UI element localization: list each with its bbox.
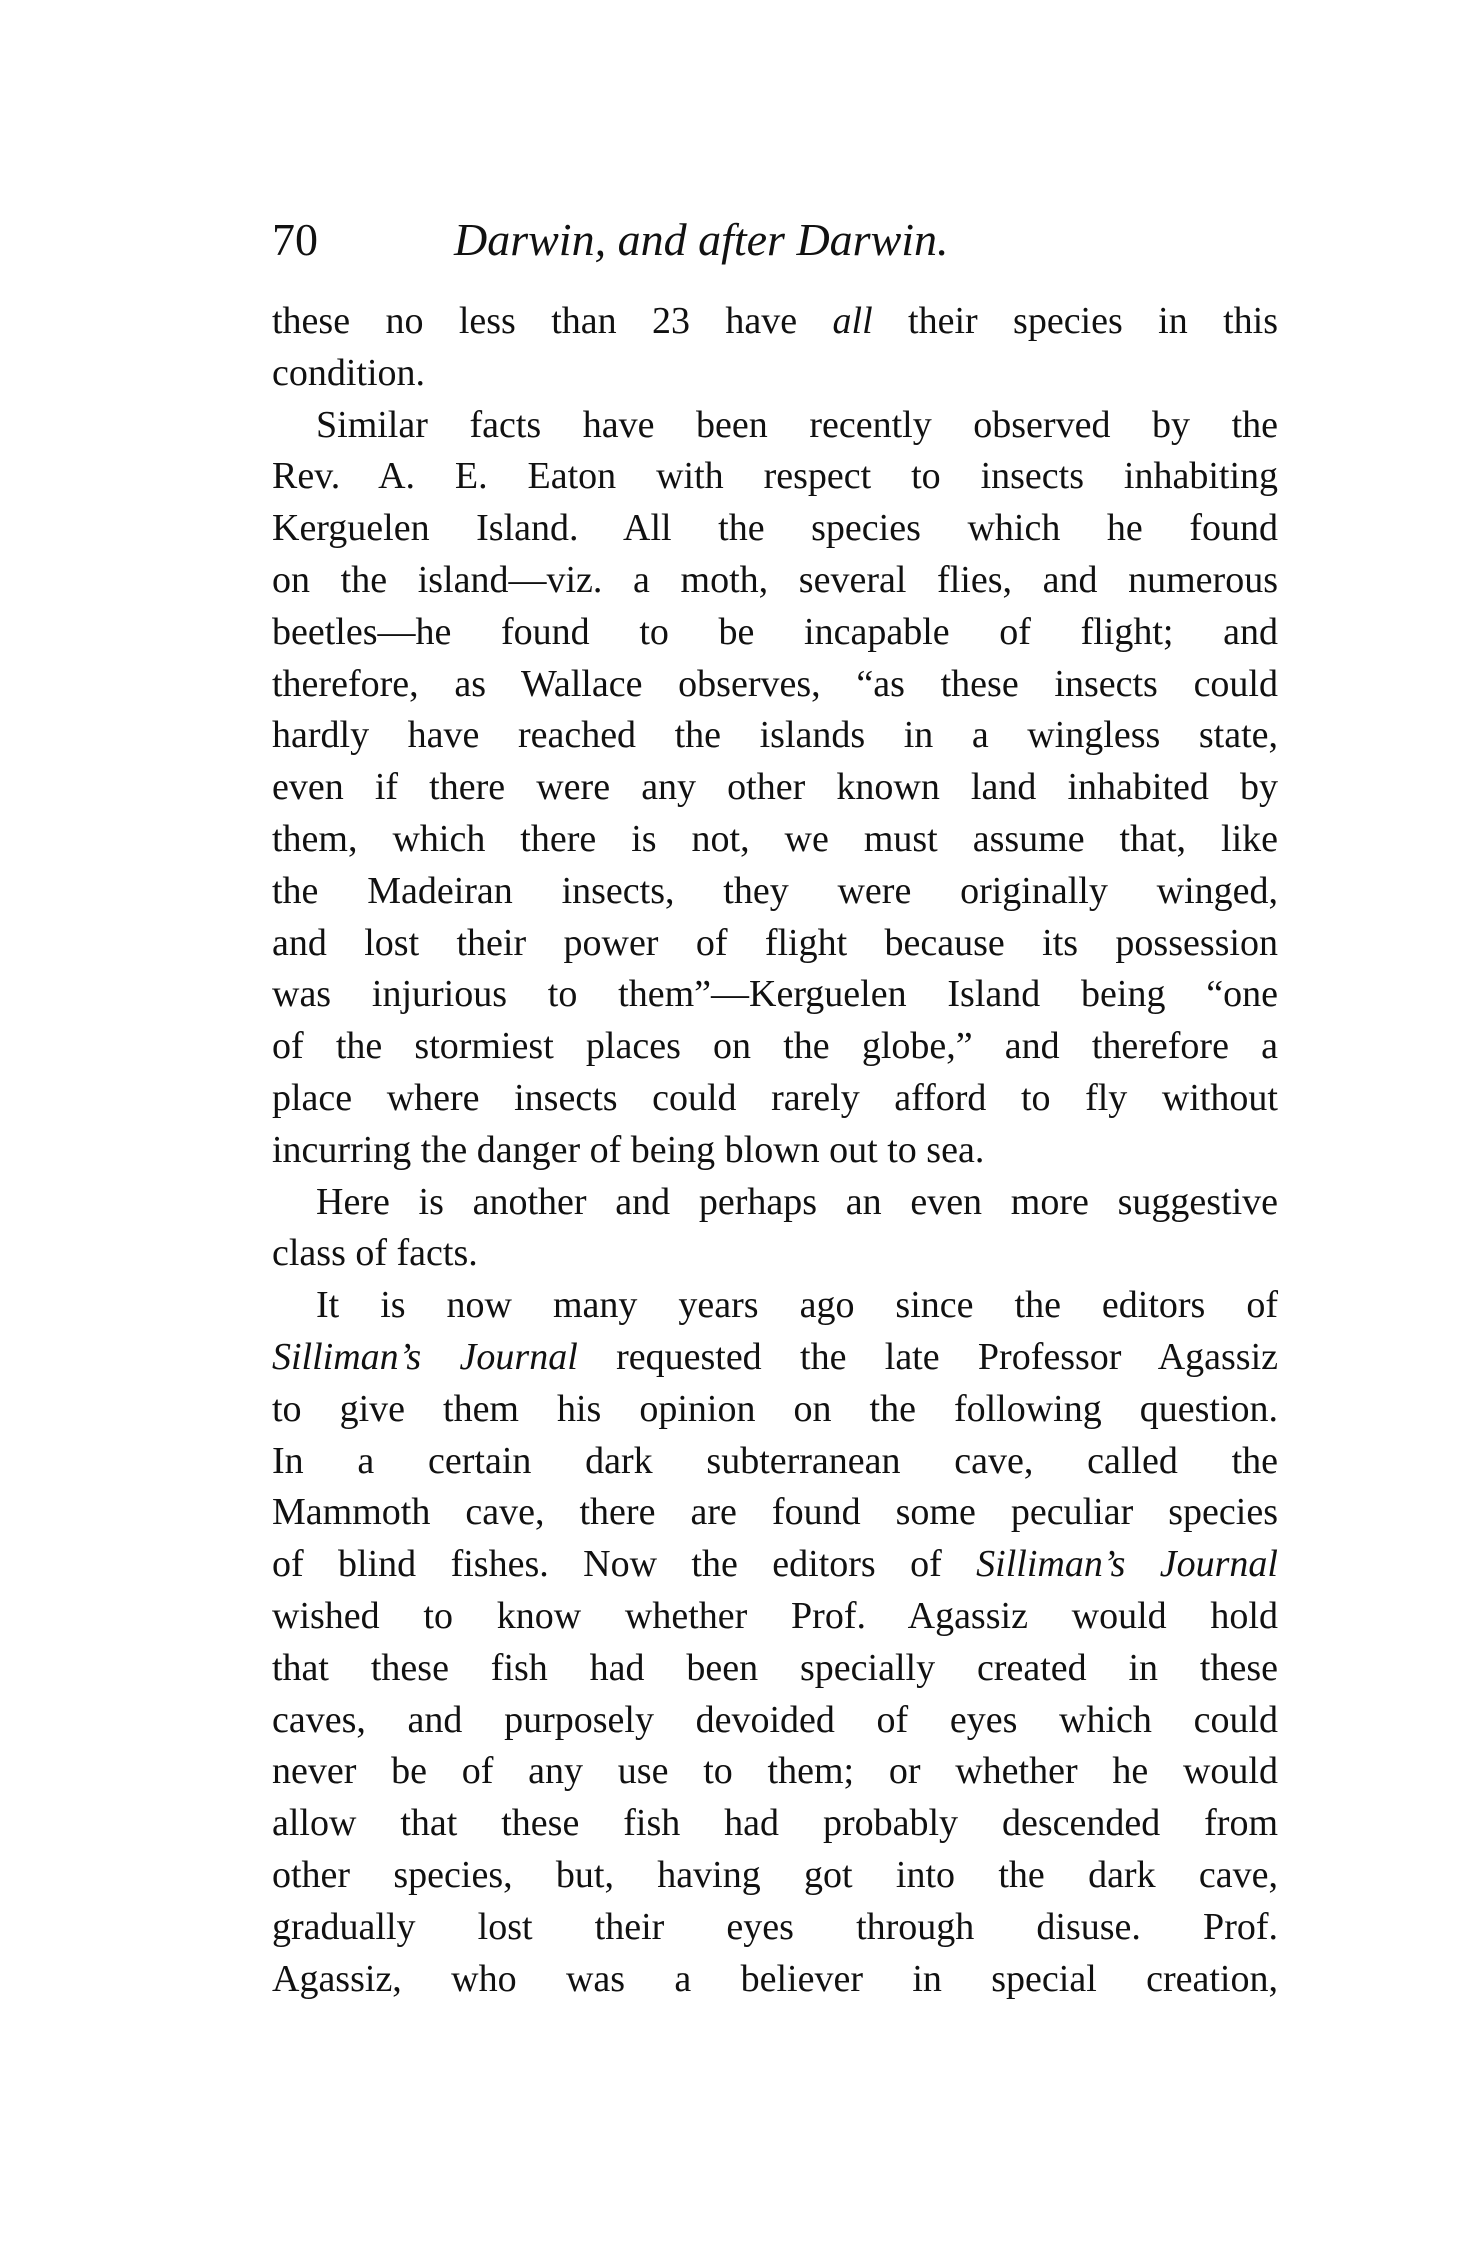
line-text: Mammoth cave, there are found some peculiar species [272,1491,1278,1534]
line-text: these no less than 23 have [272,300,833,342]
line-text: their species in this [872,300,1278,342]
running-head [272,205,1272,275]
text-line [272,1695,1278,1747]
line-text: Similar facts have been recently observed by the [316,403,1278,446]
text-line [272,866,1278,918]
text-line [272,1332,1278,1384]
text-line [272,1643,1278,1695]
text-line [272,969,1278,1021]
line-text: other species, but, having got into the dark cave, [272,1853,1278,1896]
line-text: requested the late Professor Agassiz [577,1335,1279,1378]
line-text: was injurious to them”—Kerguelen Island being “one [272,973,1278,1016]
text-line [272,1746,1278,1798]
line-text: caves, and purposely devoided of eyes which could [272,1698,1278,1741]
text-line [272,710,1278,762]
text-line [272,762,1278,814]
text-line [272,400,1278,452]
page-number: 70 [272,214,318,265]
text-line [272,1954,1278,2006]
text-line [272,1177,1278,1229]
text-line [272,348,1278,400]
text-line [272,1539,1278,1591]
line-text: therefore, as Wallace observes, “as these insects could [272,662,1278,705]
text-line [272,555,1278,607]
line-text: even if there were any other known land inhabited by [272,766,1278,809]
text-line [272,503,1278,555]
text-line [272,1280,1278,1332]
line-text: on the island—viz. a moth, several flies, and numerous [272,558,1278,601]
line-text: and lost their power of flight because its possession [272,921,1278,964]
text-line [272,1021,1278,1073]
italic-text: Silliman’s Journal [976,1543,1278,1586]
text-line [272,1591,1278,1643]
italic-text: Silliman’s Journal [272,1335,578,1378]
line-text: class of facts. [272,1232,478,1275]
text-line [272,607,1278,659]
line-text: Agassiz, who was a believer in special creation, [272,1957,1278,2000]
text-line [272,1436,1278,1488]
line-text: gradually lost their eyes through disuse. Prof. [272,1905,1278,1948]
line-text: allow that these fish had probably descended from [272,1802,1278,1845]
line-text: hardly have reached the islands in a wingless state, [272,714,1278,757]
text-line [272,1384,1278,1436]
line-text: place where insects could rarely afford to fly without [272,1076,1278,1119]
text-line [272,1850,1278,1902]
text-line [272,1487,1278,1539]
text-line [272,296,1278,348]
italic-text: all [832,300,873,342]
text-line [272,1125,1278,1177]
line-text: wished to know whether Prof. Agassiz would hold [272,1594,1278,1637]
line-text: incurring the danger of being blown out to sea. [272,1128,985,1171]
line-text: to give them his opinion on the following question. [272,1387,1278,1430]
text-line [272,918,1278,970]
line-text: of blind fishes. Now the editors of [272,1543,977,1586]
line-text: the Madeiran insects, they were originally winged, [272,869,1278,912]
line-text: It is now many years ago since the editors of [316,1284,1278,1327]
text-line [272,1228,1278,1280]
text-line [272,451,1278,503]
line-text: condition. [272,351,426,394]
text-line [272,1902,1278,1954]
line-text: Kerguelen Island. All the species which he found [272,507,1278,550]
text-line [272,814,1278,866]
line-text: them, which there is not, we must assume that, like [272,817,1278,860]
line-text: Rev. A. E. Eaton with respect to insects inhabiting [272,455,1278,498]
line-text: Here is another and perhaps an even more suggestive [316,1180,1278,1223]
body-text [272,296,1278,2005]
text-line [272,1073,1278,1125]
line-text: that these fish had been specially created in these [272,1646,1278,1689]
line-text: beetles—he found to be incapable of flight; and [272,610,1278,653]
text-line [272,1798,1278,1850]
running-title: Darwin, and after Darwin. [454,214,949,265]
line-text: of the stormiest places on the globe,” and therefore a [272,1025,1278,1068]
text-line [272,659,1278,711]
line-text: never be of any use to them; or whether he would [272,1750,1278,1793]
line-text: In a certain dark subterranean cave, called the [272,1439,1278,1482]
